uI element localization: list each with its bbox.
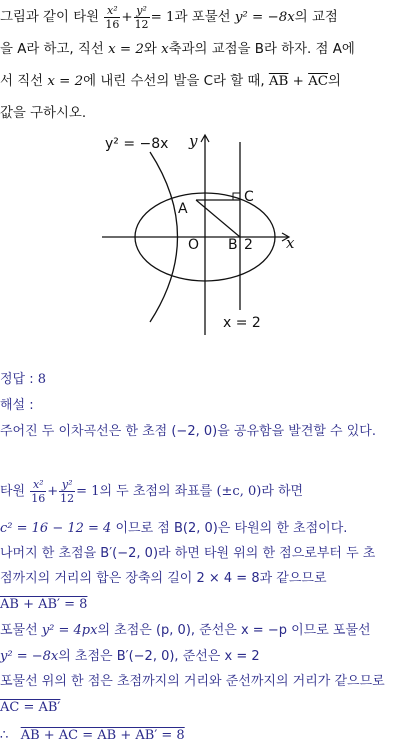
segment-ab: $\overline{AB}$ [268, 74, 289, 89]
explain-label: 해설 : [0, 398, 34, 413]
solution-line-2: 타원 $\frac{\text{x²}}{16}$ + $\frac{\text{y²}}{12}$ = 1의 두 초점의 좌표를 (±c, 0)라 하면 [0, 478, 304, 505]
solution-line-6: AB + AB′ = 8 [0, 597, 88, 612]
x-axis-label: x [286, 234, 295, 252]
solution-line-4: 나머지 한 초점을 B′(−2, 0)라 하면 타원 위의 한 점으로부터 두 초 [0, 546, 376, 561]
parabola-label: y² = −8x [105, 136, 169, 152]
solution-line-9: 포물선 위의 한 점은 초점까지의 거리와 준선까지의 거리가 같으므로 [0, 674, 385, 689]
problem-line-4: 값을 구하시오. [0, 106, 87, 121]
problem-text-1: 그림과 같이 타원 [0, 10, 100, 25]
ellipse-fraction-y: $\frac{\text{y²}}{12}$ [134, 3, 149, 31]
segment-ac: $\overline{AC}$ [308, 74, 329, 89]
parabola-equation: y² = −8x [234, 10, 295, 25]
origin-label: O [188, 237, 200, 253]
answer-value: 8 [37, 372, 47, 387]
point-b-label: B [228, 237, 238, 253]
ellipse-fraction-x: $\frac{\text{x²}}{16}$ [105, 3, 120, 31]
point-c-label: C [244, 189, 254, 205]
problem-line-2: 을 A라 하고, 직선 x = 2와 x축과의 교점을 B라 하자. 점 A에 [0, 42, 355, 57]
ellipse-parabola-figure [100, 130, 305, 335]
problem-text [0, 2, 400, 130]
problem-line-3: 서 직선 x = 2에 내린 수선의 발을 C라 할 때, $\overline{AB} + \overline{AC}$의 [0, 74, 341, 89]
solution-line-8: y² = −8x의 초점은 B′(−2, 0), 준선은 x = 2 [0, 649, 260, 664]
solution-line-3: c² = 16 − 12 = 4 이므로 점 B(2, 0)은 타원의 한 초점이다. [0, 521, 348, 536]
line-x-eq-2-label: x = 2 [223, 315, 261, 331]
point-a-label: A [178, 201, 188, 217]
segment-a-b [196, 200, 240, 237]
solution-line-1: 주어진 두 이차곡선은 한 초점 (−2, 0)을 공유함을 발견할 수 있다. [0, 424, 377, 439]
problem-line-1: 그림과 같이 타원 $\frac{\text{x²}}{16}$ + $\frac{\text{y²}}{12}$ = 1과 포물선 y² = −8x의 교점 [0, 3, 338, 31]
y-axis-label: y [189, 132, 198, 150]
tick-2-label: 2 [244, 237, 253, 253]
solution-line-7: 포물선 y² = 4px의 초점은 (p, 0), 준선은 x = −p 이므로 포물선 [0, 623, 371, 638]
solution-line-11: ∴ AB + AC = AB + AB′ = 8 [0, 728, 185, 743]
answer-line: 정답 : 8 [0, 372, 47, 387]
solution-line-5: 점까지의 거리의 합은 장축의 길이 2 × 4 = 8과 같으므로 [0, 571, 327, 586]
therefore-symbol: ∴ [0, 728, 9, 743]
solution-line-10: AC = AB′ [0, 700, 61, 715]
